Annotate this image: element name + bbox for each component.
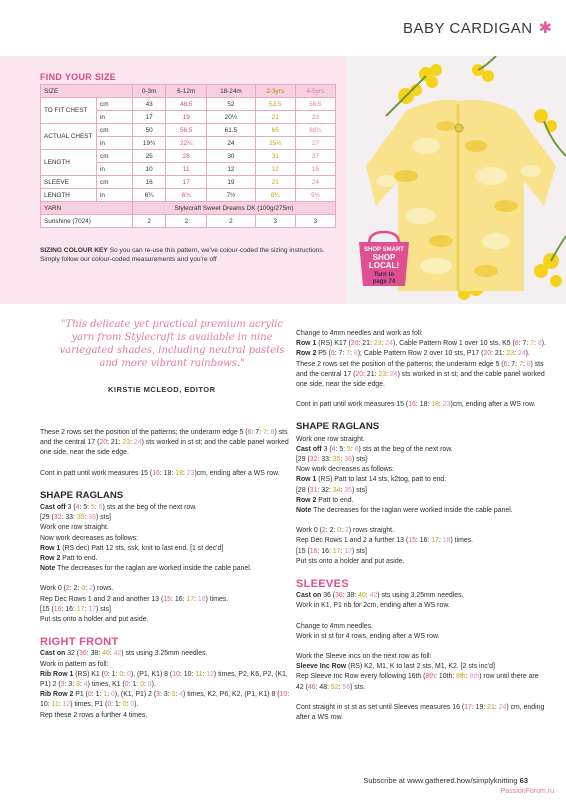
row-unit: in [97, 137, 133, 150]
section-heading: SHAPE RAGLANS [296, 421, 380, 433]
yarn-label: YARN [41, 202, 133, 215]
paragraph: Cont straight in st st as set until Sleeves measures 16 (17: 19: 21: 24) cm, ending after a WS row. [296, 703, 545, 722]
cell: 12 [255, 163, 295, 176]
paragraph: Cast on 36 (36: 38: 40: 42) sts using 3.25mm needles. [296, 592, 464, 600]
cell: 24 [207, 137, 255, 150]
paragraph: Row 1 (RS) K17 (20: 21: 23: 24), Cable Pattern Row 1 over 10 sts, K5 (6: 7: 7: 8). [296, 340, 546, 348]
section-heading: SHAPE RAGLANS [40, 489, 124, 501]
badge-line2: SHOP [372, 253, 396, 262]
size-col-3: 18-24m [207, 85, 255, 98]
cell: 43 [133, 98, 166, 111]
text: The decreases for the raglan were worked inside the cable panel. [313, 507, 513, 515]
paragraph [296, 662, 548, 672]
label-bold: Sleeve Inc Row [296, 663, 347, 671]
paragraph: [29 (32: 33: 35: 36) sts] [296, 456, 367, 464]
cell: 2 [133, 215, 166, 228]
paragraph: Cast on 32 (36: 38: 40: 42) sts using 3.25mm needles. [40, 650, 208, 658]
paragraph: Cast off 3 (4: 5: 5: 6) sts at the beg of the next row. [296, 445, 453, 453]
paragraph: Work 0 (2: 2: 0: 2) rows straight. [296, 527, 395, 535]
cell: 56.5 [166, 124, 207, 137]
paragraph: Rib Row 2 P1 (0: 1: 1: 0), (K1, P1) 2 (3: 3: 3: 4) times, K2, P6, K2, (P1, K1) 8 (10: 10: 11: 12) times, P1 (0: 1: 0: 0). [40, 691, 290, 709]
cell: 16 [133, 176, 166, 189]
subscribe-link[interactable]: Subscribe at www.gathered.how/simplyknitting [363, 776, 518, 785]
star-icon: ✱ [538, 20, 552, 37]
row-label: LENGTH [41, 189, 97, 202]
row-unit: cm [97, 176, 133, 189]
cell: 58.5 [295, 98, 335, 111]
row-unit: cm [97, 98, 133, 111]
row-label: LENGTH [41, 150, 97, 176]
cell: 21 [255, 176, 295, 189]
label-bold: Note [40, 565, 56, 573]
label-bold: Rib Row 1 [40, 670, 74, 678]
cell: 3 [255, 215, 295, 228]
page-title: BABY CARDIGAN [403, 19, 533, 37]
paragraph: Change to 4mm needles. [296, 622, 373, 630]
size-col-5: 4-5yrs [295, 85, 335, 98]
cell: 52 [207, 98, 255, 111]
find-your-size-title: FIND YOUR SIZE [40, 72, 117, 82]
paragraph: Rep Dec Rows 1 and 2 and another 13 (15: 16: 17: 18) times. [40, 595, 229, 603]
cell: 48.5 [166, 98, 207, 111]
sunshine-label: Sunshine (7024) [41, 215, 133, 228]
table-row [41, 189, 336, 202]
label-bold: Row 2 [296, 496, 317, 504]
cell: 19 [207, 176, 255, 189]
left-column [40, 428, 290, 721]
paragraph: Work in K1, P1 rib for 2cm, ending after a WS row. [296, 602, 450, 610]
label-bold: Row 1 [40, 544, 61, 552]
page-number: 63 [519, 776, 528, 785]
quote-author: KIRSTIE MCLEOD, EDITOR [108, 385, 216, 394]
paragraph [40, 554, 290, 564]
paragraph: Cont in patt until work measures 15 (16: 18: 18: 23)cm, ending after a WS row. [296, 401, 536, 409]
badge-line3: LOCAL! [368, 261, 400, 270]
cell: 19¾ [133, 137, 166, 150]
cell: 27 [295, 137, 335, 150]
paragraph: Now work decreases as follows: [296, 466, 395, 474]
cell: 68½ [295, 124, 335, 137]
section-heading: RIGHT FRONT [40, 636, 119, 649]
paragraph: Cont in patt until work measures 15 (16: 18: 18: 23)cm, ending after a WS row. [40, 469, 280, 477]
row-label: SLEEVE [41, 176, 97, 189]
paragraph: Put sts onto a holder and put aside. [296, 557, 405, 565]
cell: 2 [166, 215, 207, 228]
cell: 17 [133, 111, 166, 124]
text: (RS dec) Patt 12 sts, ssk, knit to last end. [1 st dec'd] [62, 544, 224, 552]
paragraph: Rep Dec Rows 1 and 2 a further 13 (15: 16: 17: 18) times. [296, 537, 474, 545]
section-heading: SLEEVES [296, 578, 349, 591]
paragraph [40, 544, 290, 554]
row-label: ACTUAL CHEST [41, 124, 97, 150]
label-bold: Cast on [40, 650, 66, 658]
cell: 37 [295, 150, 335, 163]
paragraph: Work in st st for 4 rows, ending after a WS row. [296, 632, 440, 640]
cell: 28 [166, 150, 207, 163]
cell: 21 [255, 111, 295, 124]
cell: 24 [295, 176, 335, 189]
paragraph: Work 0 (2: 2: 0: 2) rows. [40, 585, 114, 593]
paragraph: Work one row straight. [296, 435, 365, 443]
label-bold: Rib Row 2 [40, 691, 74, 699]
cell: 17 [166, 176, 207, 189]
table-row [41, 124, 336, 137]
row-unit: in [97, 189, 133, 202]
paragraph: Cast off 3 (4: 5: 5: 6) sts at the beg of the next row. [40, 504, 197, 512]
cell: 50 [133, 124, 166, 137]
yarn-value: Stylecraft Sweet Dreams DK (100g/275m) [133, 202, 336, 215]
page-footer [363, 776, 528, 785]
badge-line4: Turn to [373, 272, 395, 278]
cell: 65 [255, 124, 295, 137]
colour-key-title: SIZING COLOUR KEY [40, 247, 108, 254]
label-bold: Row 1 [296, 340, 317, 348]
watermark: PassionForum.ru [500, 788, 554, 795]
yarn-row [41, 202, 336, 215]
cell: 15 [295, 163, 335, 176]
cell: 23 [295, 111, 335, 124]
size-col-2: 6-12m [166, 85, 207, 98]
cell: 22¼ [166, 137, 207, 150]
text: The decreases for the raglan are worked inside the cable panel. [57, 565, 252, 573]
label-bold: Cast off [296, 445, 322, 453]
row-unit: in [97, 111, 133, 124]
paragraph: Put sts onto a holder and put aside. [40, 616, 149, 624]
paragraph: Rep these 2 rows a further 4 times. [40, 711, 148, 719]
label-bold: Row 1 [296, 476, 317, 484]
table-header-row [41, 85, 336, 98]
cell: 12 [207, 163, 255, 176]
paragraph: [29 (32: 33: 35: 36) sts] [40, 514, 111, 522]
size-table [40, 84, 336, 228]
size-col-4: 2-3yrs [255, 85, 295, 98]
paragraph: [15 (16: 16: 17: 17) sts] [296, 547, 367, 555]
cell: 2 [207, 215, 255, 228]
sizing-colour-key [40, 246, 340, 264]
cell: 31 [255, 150, 295, 163]
row-label: TO FIT CHEST [41, 98, 97, 124]
paragraph [40, 564, 290, 574]
paragraph: Row 2 P5 (6: 7: 7: 8); Cable Pattern Row 2 over 10 sts, P17 (20: 21: 23: 24). [296, 350, 530, 358]
label-bold: Row 2 [296, 350, 317, 358]
cell: 30 [207, 150, 255, 163]
paragraph: Work in pattern as foll: [40, 660, 109, 668]
cell: 20½ [207, 111, 255, 124]
paragraph: Now work decreases as follows: [40, 534, 139, 542]
cell: 7½ [207, 189, 255, 202]
size-header: SIZE [41, 85, 133, 98]
label-bold: Cast on [296, 592, 322, 600]
text: Patt to end. [62, 555, 98, 563]
paragraph: These 2 rows set the position of the patterns; the underarm edge 5 (6: 7: 7: 8) sts and the central 17 (20: 21: 23: 24) sts worked in st st; and the cable panel worked one side, near the side edge. [40, 429, 289, 457]
text: Patt to end. [318, 496, 354, 504]
text: (RS) K2, M1, K to last 2 sts, M1, K2. [2 sts inc'd] [348, 663, 495, 671]
label-bold: Note [296, 507, 312, 515]
cell: 11 [166, 163, 207, 176]
cell: 25½ [255, 137, 295, 150]
text: (RS) Patt to last 14 sts, k2tog, patt to end. [318, 476, 447, 484]
table-row [41, 98, 336, 111]
paragraph: [28 (31: 32: 34: 35) sts] [296, 486, 367, 494]
paragraph: Rep Sleeve Inc Row every following 16th (8th: 10th: 8th: 8th) row until there are 42 (46: 48: 52: 56) sts. [296, 673, 539, 691]
paragraph: Work one row straight. [40, 524, 109, 532]
label-bold: Cast off [40, 504, 66, 512]
cell: 6¾ [166, 189, 207, 202]
cell: 6¼ [133, 189, 166, 202]
label-bold: Row 2 [40, 555, 61, 563]
paragraph: Work the Sleeve incs on the next row as foll: [296, 653, 432, 661]
shop-local-badge [355, 226, 413, 288]
paragraph [296, 496, 548, 506]
badge-line5: page 74 [372, 279, 396, 285]
cell: 61.5 [207, 124, 255, 137]
cell: 9½ [295, 189, 335, 202]
badge-line1: SHOP SMART [364, 247, 404, 253]
cell: 19 [166, 111, 207, 124]
paragraph: Rib Row 1 (RS) K1 (0: 1: 0: 0), (P1, K1) 8 (10: 10: 11: 12) times, P2, K6, P2, (K1, P1) 2 (3: 3: 3: 4) times, K1 (0: 1: 0: 0). [40, 670, 288, 689]
row-unit: cm [97, 124, 133, 137]
paragraph: [15 (16: 16: 17: 17) sts] [40, 605, 111, 613]
page-header [403, 18, 552, 38]
colour-key-text: So you can re-use this pattern, we've colour-coded the sizing instructions. Simply follow our colour-coded measurements and you're off [40, 247, 325, 263]
right-column [296, 329, 548, 723]
row-unit: cm [97, 150, 133, 163]
table-row [41, 176, 336, 189]
paragraph [296, 506, 548, 516]
editor-quote: "This delicate yet practical premium acrylic yarn from Stylecraft is available in nine variegated shades, including neutral pastels and more vibrant rainbows." [59, 319, 285, 369]
cell: 8¼ [255, 189, 295, 202]
table-row [41, 150, 336, 163]
sunshine-row [41, 215, 336, 228]
paragraph [296, 475, 548, 485]
paragraph: These 2 rows set the position of the patterns; the underarm edge 5 (6: 7: 7: 8) sts and the central 17 (20: 21: 23: 24) sts worked in st st; and the cable panel worked one side, near the side edge. [296, 360, 545, 389]
cell: 25 [133, 150, 166, 163]
cell: 53.5 [255, 98, 295, 111]
size-col-1: 0-3m [133, 85, 166, 98]
row-unit: in [97, 163, 133, 176]
cell: 10 [133, 163, 166, 176]
paragraph: Change to 4mm needles and work as foll: [296, 330, 423, 337]
cell: 3 [295, 215, 335, 228]
